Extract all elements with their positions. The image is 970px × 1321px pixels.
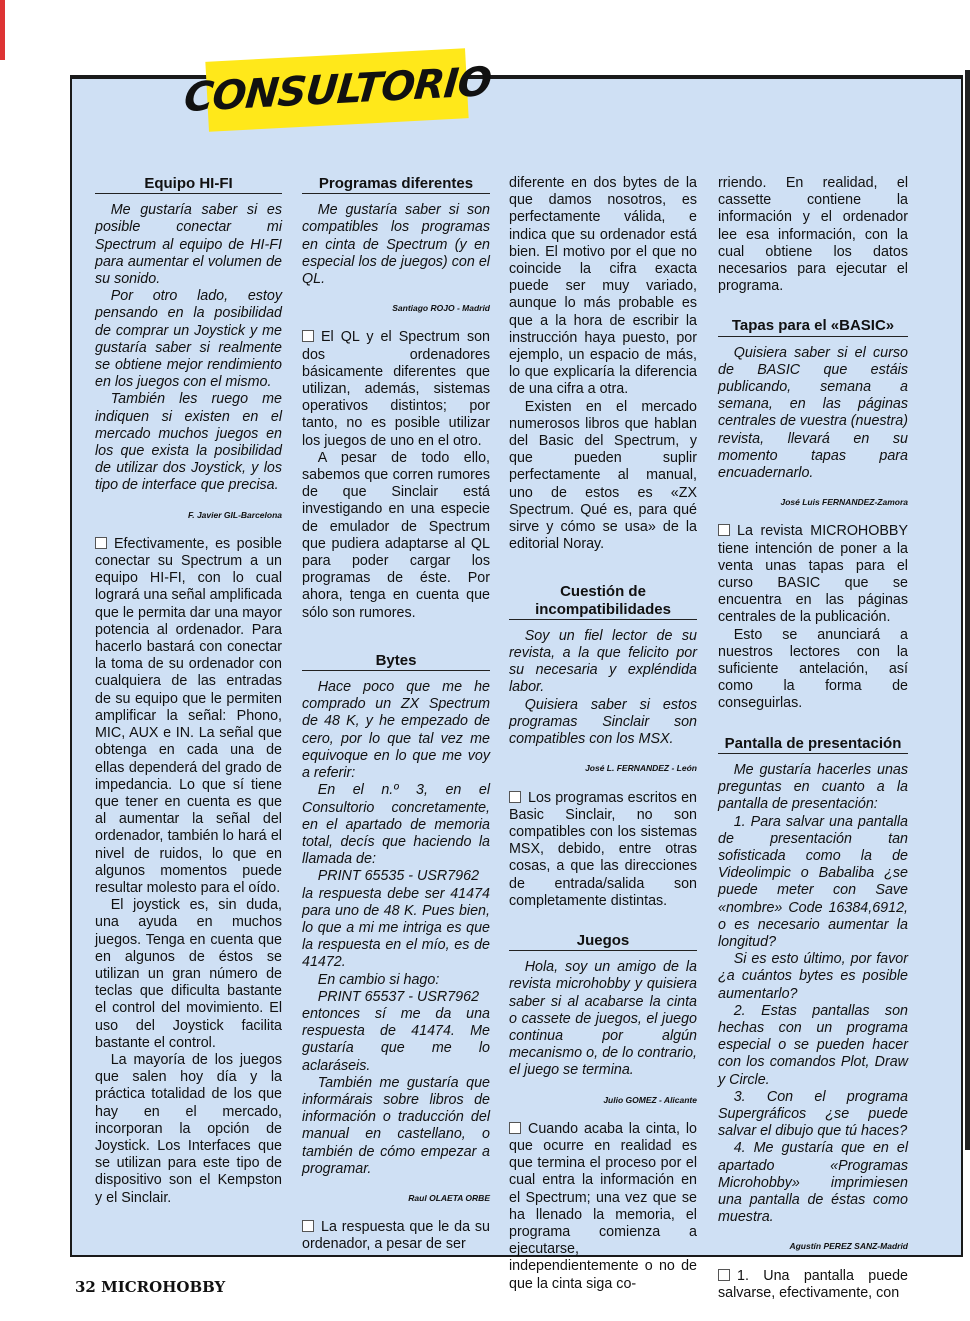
answer-box-icon (302, 1220, 314, 1232)
question-paragraph: También me gustaría que informárais sobre libros de información o traducción del manual en castellano, o también de cómo empezar a programar. (302, 1074, 490, 1177)
reader-signature: F. Javier GIL-Barcelona (187, 509, 282, 520)
question-paragraph: Quisiera saber si el curso de BASIC que estáis publicando, semana a semana, en las páginas centrales de vuestra (nuestra) revista, llevará en su momento tapas para encuadernarlo. (718, 344, 908, 482)
magazine-name: MICROHOBBY (101, 1278, 226, 1296)
answer-paragraph: La respuesta que le da su ordenador, a pesar de ser (302, 1219, 490, 1253)
reader-signature: Agustín PEREZ SANZ-Madrid (789, 1241, 908, 1252)
question-paragraph: la respuesta debe ser 41474 para uno de 48 K. Pues bien, lo que a mi me intriga es que la respuesta en el mío, es de 41472. (302, 885, 490, 971)
answer-paragraph: Esto se anunciará a nuestros lectores con la suficiente antelación, así como la forma de conseguirlas. (718, 626, 908, 712)
reader-signature: José Luis FERNANDEZ-Zamora (780, 497, 908, 508)
question-paragraph: 2. Estas pantallas son hechas con un programa especial o se pueden hacer con los comandos Plot, Draw y Circle. (718, 1002, 908, 1088)
question-paragraph: Soy un fiel lector de su revista, a la que felicito por su necesaria y expléndida labor. (509, 627, 697, 696)
question-paragraph: 3. Con el programa Supergráficos ¿se puede salvar el dibujo que tú haces? (718, 1088, 908, 1140)
heading-programas-diferentes: Programas diferentes (302, 175, 490, 194)
page-number: 32 (75, 1278, 96, 1296)
question-paragraph: Hola, soy un amigo de la revista microhobby y quisiera saber si al acabarse la cinta o cassete de juegos, el juego continua por algún mecanismo o, de lo contrario, el juego se termina. (509, 959, 697, 1079)
heading-juegos: Juegos (509, 932, 697, 951)
heading-incompatibilidades: Cuestión de incompatibilidades (509, 583, 697, 619)
answer-paragraph: Efectivamente, es posible conectar su Spectrum a un equipo HI-FI, con lo cual logrará una señal amplificada que le permita dar una mayor potencia al ordenador. Para hacerlo bastará con conectar la toma de su ordenador con cualquiera de las entradas de su equipo que le permiten amplificar la señal: Phono, MIC, AUX e IN. La señal que obtenga en cada una de ellas dependerá del grado de impedancia. Lo que sí tiene que tener en cuenta es que al aumentar la señal del ordenador, también lo hará el nivel de ruidos, lo que en algunos momentos puede resultar molesto para el oído. (95, 535, 282, 896)
heading-bytes: Bytes (302, 652, 490, 671)
question-paragraph: 1. Para salvar una pantalla de presentación tan sofisticada como la de Videolimpic o Babaliba ¿se puede meter con Save «nombre» Code 16384,6912, o es necesario aumentar la longitud? (718, 813, 908, 950)
page-footer (75, 1278, 225, 1296)
reader-signature: Raul OLAETA ORBE (408, 1192, 490, 1203)
answer-paragraph: El joystick es, sin duda, una ayuda en muchos juegos. Tenga en cuenta que en algunos de éstos se utilizan un gran número de teclas que dificulta bastante el control del movimiento. El uso del Joystick facilita bastante el control. (95, 897, 282, 1051)
question-paragraph: Quisiera saber si estos programas Sinclair son compatibles con los MSX. (509, 696, 697, 748)
answer-box-icon (302, 330, 314, 342)
answer-box-icon (718, 524, 730, 536)
answer-paragraph: A pesar de todo ello, sabemos que corren rumores de que Sinclair está investigando en una especie de emulador de Spectrum que pudiera adaptarse al QL para poder cargar los programas de éste. Por ahora, tenga en cuenta que sólo son rumores. (302, 449, 490, 621)
heading-equipo-hifi: Equipo HI-FI (95, 175, 282, 194)
question-paragraph: Hace poco que me he comprado un ZX Spectrum de 48 K, y he empezado de cero, por lo que tal vez me equivoque en lo que me voy a referir: (302, 679, 490, 782)
question-paragraph: 4. Me gustaría que en el apartado «Programas Microhobby» imprimiesen una pantalla de éstas como muestra. (718, 1140, 908, 1226)
question-paragraph: Si es esto último, por favor ¿a cuántos bytes es posible aumentarlo? (718, 951, 908, 1002)
column-4 (718, 175, 908, 1302)
answer-paragraph: diferente en dos bytes de la que damos nosotros, es perfectamente válida, e indica que su ordenador está bien. El motivo por el que no coincide la cifra exacta puede ser muy variado, aunque lo más probable es que a la hora de escribir la instrucción haya puesto, por ejemplo, un espacio de más, lo que explicaría la diferencia de una cifra a otra. (509, 175, 697, 398)
reader-signature: Julio GOMEZ - Alicante (603, 1094, 697, 1105)
column-1 (95, 175, 282, 1207)
question-paragraph: En cambio si hago: (317, 971, 440, 988)
question-paragraph: Me gustaría saber si son compatibles los programas en cinta de Spectrum (y en especial los de juegos) con el QL. (302, 202, 490, 288)
section-title-banner (181, 48, 493, 132)
answer-paragraph: Cuando acaba la cinta, lo que ocurre en realidad es que termina el proceso por el cual entra la información en el Spectrum; una vez que se ha llenado la memoria, el programa comienza a ejecutarse, independientemente o no de que la cinta siga co- (509, 1120, 697, 1292)
answer-paragraph: La revista MICROHOBBY tiene intención de poner a la venta unas tapas para el curso BASIC que se encuentra en las páginas centrales de la publicación. (718, 523, 908, 626)
question-paragraph: También les ruego me indiquen si existen en el mercado muchos juegos en los que exista la posibilidad de utilizar dos Joystick, y los tipo de interface que precisa. (95, 391, 282, 494)
question-paragraph: Me gustaría saber si es posible conectar mi Spectrum al equipo de HI-FI para aumentar el volumen de su sonido. (95, 202, 282, 288)
reader-signature: José L. FERNANDEZ - León (585, 763, 697, 774)
code-line: PRINT 65535 - USR7962 (317, 868, 480, 885)
page-edge-mark (0, 0, 5, 60)
question-paragraph: Me gustaría hacerles unas preguntas en cuanto a la pantalla de presentación: (718, 761, 908, 813)
answer-box-icon (509, 1122, 521, 1134)
answer-box-icon (509, 791, 521, 803)
answer-paragraph: Los programas escritos en Basic Sinclair, no son compatibles con los sistemas MSX, debido, entre otras cosas, a que las direcciones de entrada/salida son completamente distintas. (509, 789, 697, 909)
section-title: CONSULTORIO (181, 58, 493, 122)
question-paragraph: entonces sí me da una respuesta de 41474. Me gustaría que me lo aclaráseis. (302, 1005, 490, 1074)
answer-paragraph: Existen en el mercado numerosos libros que hablan del Basic del Spectrum, y que pueden suplir perfectamente al manual, uno de estos es «ZX Spectrum. Qué es, para qué sirve y cómo se usa» de la editorial Noray. (509, 398, 697, 553)
code-line: PRINT 65537 - USR7962 (317, 988, 480, 1005)
column-2 (302, 175, 490, 1254)
answer-box-icon (718, 1269, 730, 1281)
page-edge-bar (965, 70, 970, 1150)
heading-tapas-basic: Tapas para el «BASIC» (718, 317, 908, 336)
question-paragraph: Por otro lado, estoy pensando en la posibilidad de comprar un Joystick y me gustaría saber si realmente se obtiene mejor rendimiento en los juegos con el mismo. (95, 288, 282, 391)
reader-signature: Santiago ROJO - Madrid (392, 303, 490, 314)
answer-paragraph: El QL y el Spectrum son dos ordenadores básicamente diferentes que utilizan, además, sistemas operativos distintos; por tanto, no es posible utilizar los juegos de uno en el otro. (302, 329, 490, 449)
column-3 (509, 175, 697, 1293)
answer-paragraph: rriendo. En realidad, el cassette contiene la información y el ordenador lee esa información, con la cual obtiene los datos necesarios para ejecutar el programa. (718, 175, 908, 295)
question-paragraph: En el n.º 3, en el Consultorio concretamente, en el apartado de memoria total, decís que haciendo la llamada de: (302, 782, 490, 868)
heading-pantalla-presentacion: Pantalla de presentación (718, 735, 908, 754)
answer-box-icon (95, 537, 107, 549)
answer-paragraph: La mayoría de los juegos que salen hoy día y la práctica totalidad de los que hay en el mercado, incorporan la opción de Joystick. Los Interfaces que se utilizan para este tipo de dispositivo son el Kempston y el Sinclair. (95, 1051, 282, 1206)
answer-paragraph: 1. Una pantalla puede salvarse, efectivamente, con (718, 1267, 908, 1301)
